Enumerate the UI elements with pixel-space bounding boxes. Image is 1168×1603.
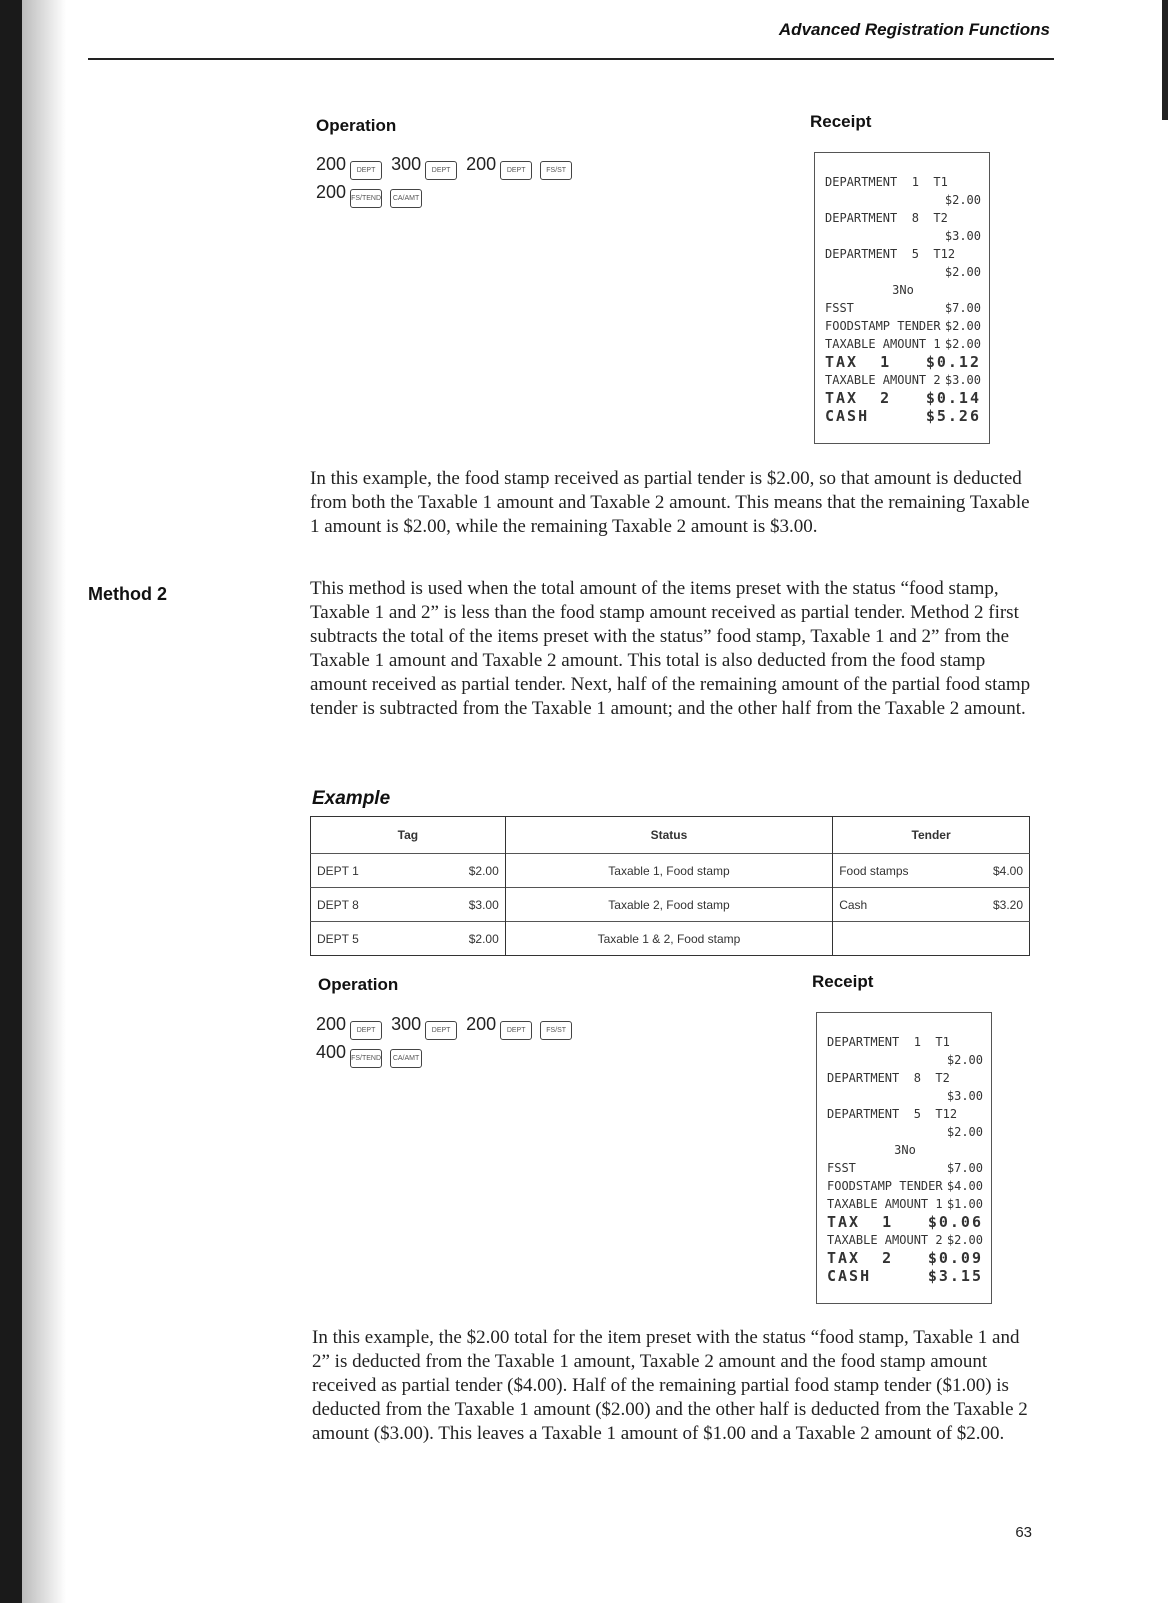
dept-cell: DEPT 8 bbox=[311, 888, 406, 922]
column-header-tender: Tender bbox=[911, 828, 951, 842]
header-rule bbox=[88, 58, 1054, 60]
receipt-line bbox=[825, 299, 981, 317]
key-amount: 300 bbox=[391, 154, 422, 174]
scan-right-edge bbox=[1162, 0, 1168, 120]
receipt-line bbox=[825, 335, 981, 353]
dept-key-icon: DEPT bbox=[425, 1021, 457, 1040]
receipt-heading-1: Receipt bbox=[810, 112, 872, 131]
page-number: 63 bbox=[1015, 1524, 1032, 1541]
table-row bbox=[311, 854, 1030, 888]
receipt-line bbox=[827, 1213, 983, 1231]
dept-cell: DEPT 5 bbox=[311, 922, 406, 956]
key-amount: 400 bbox=[316, 1042, 347, 1062]
operation-line-2 bbox=[316, 1040, 576, 1068]
operation-line-1 bbox=[316, 152, 576, 180]
operation-line-2 bbox=[316, 180, 576, 208]
receipt-line-label: TAXABLE AMOUNT 2 bbox=[825, 373, 941, 387]
receipt-line-amount: $2.00 bbox=[944, 265, 981, 279]
running-title: Advanced Registration Functions bbox=[778, 20, 1050, 39]
receipt-line-label: TAX 1 bbox=[827, 1213, 894, 1231]
receipt-line-label: TAX 1 bbox=[825, 353, 892, 371]
receipt-line-amount: $0.09 bbox=[927, 1249, 983, 1267]
receipt-line bbox=[827, 1087, 983, 1105]
operation-heading-1: Operation bbox=[316, 116, 397, 135]
receipt-line-label: DEPARTMENT 8 T2 bbox=[825, 211, 948, 225]
receipt-line-label: FSST bbox=[827, 1161, 856, 1175]
receipt-line-amount: $4.00 bbox=[946, 1179, 983, 1193]
receipt-line bbox=[825, 173, 981, 191]
amount-cell: $3.00 bbox=[405, 888, 505, 922]
receipt-line bbox=[825, 353, 981, 371]
example-table bbox=[310, 816, 1030, 956]
dept-key-icon: DEPT bbox=[425, 161, 457, 180]
key-amount: 200 bbox=[466, 1014, 497, 1034]
receipt-line bbox=[827, 1033, 983, 1051]
scan-binding-edge bbox=[0, 0, 22, 1603]
tender-cell bbox=[833, 922, 963, 956]
receipt-line-label: FSST bbox=[825, 301, 854, 315]
dept-key-icon: DEPT bbox=[350, 1021, 382, 1040]
operation-keys-1 bbox=[316, 152, 576, 208]
dept-key-icon: DEPT bbox=[500, 161, 532, 180]
receipt-line-label: TAX 2 bbox=[827, 1249, 894, 1267]
receipt-line bbox=[825, 227, 981, 245]
receipt-line-amount: $7.00 bbox=[946, 1161, 983, 1175]
receipt-line bbox=[825, 245, 981, 263]
receipt-line-label: TAXABLE AMOUNT 1 bbox=[827, 1197, 943, 1211]
receipt-line bbox=[825, 317, 981, 335]
receipt-line-label: CASH bbox=[825, 407, 870, 425]
receipt-line bbox=[827, 1051, 983, 1069]
status-cell: Taxable 1, Food stamp bbox=[505, 854, 832, 888]
receipt-line bbox=[827, 1123, 983, 1141]
receipt-line-label: FOODSTAMP TENDER bbox=[827, 1179, 943, 1193]
dept-key-icon: DEPT bbox=[350, 161, 382, 180]
status-cell: Taxable 1 & 2, Food stamp bbox=[505, 922, 832, 956]
receipt-line-label: CASH bbox=[827, 1267, 872, 1285]
tender-cell: Cash bbox=[833, 888, 963, 922]
table-header-row bbox=[311, 817, 1030, 854]
receipt-line bbox=[825, 371, 981, 389]
receipt-line-amount: $2.00 bbox=[944, 193, 981, 207]
paragraph-example-1: In this example, the food stamp received as partial tender is $2.00, so that amount is deducted from both the Taxable 1 amount and Taxable 2 amount. This means that the remaining Taxable 1 amount is $2.00, while the remaining Taxable 2 amount is $3.00. bbox=[310, 468, 1030, 537]
method-2-label: Method 2 bbox=[88, 584, 167, 604]
receipt-line-amount: $2.00 bbox=[944, 319, 981, 333]
tender-amount-cell bbox=[963, 922, 1030, 956]
receipt-line-amount: $0.12 bbox=[925, 353, 981, 371]
fs-tend-key-icon: FS/TEND bbox=[350, 1049, 382, 1068]
key-amount: 200 bbox=[466, 154, 497, 174]
receipt-line-label: TAXABLE AMOUNT 1 bbox=[825, 337, 941, 351]
fs-st-key-icon: FS/ST bbox=[540, 1021, 572, 1040]
dept-cell: DEPT 1 bbox=[311, 854, 406, 888]
receipt-line-amount: $2.00 bbox=[946, 1233, 983, 1247]
status-cell: Taxable 2, Food stamp bbox=[505, 888, 832, 922]
receipt-line-label: DEPARTMENT 5 T12 bbox=[825, 247, 956, 261]
receipt-line bbox=[827, 1231, 983, 1249]
receipt-line-amount: $2.00 bbox=[946, 1125, 983, 1139]
receipt-line bbox=[825, 389, 981, 407]
column-header-tag: Tag bbox=[311, 817, 506, 854]
table-row bbox=[311, 888, 1030, 922]
tender-amount-cell: $3.20 bbox=[963, 888, 1030, 922]
receipt-line bbox=[825, 263, 981, 281]
receipt-line bbox=[825, 209, 981, 227]
example-heading: Example bbox=[312, 788, 391, 809]
receipt-line bbox=[827, 1069, 983, 1087]
operation-keys-2 bbox=[316, 1012, 576, 1068]
receipt-line bbox=[827, 1195, 983, 1213]
receipt-line-label: DEPARTMENT 1 T1 bbox=[825, 175, 948, 189]
receipt-line-amount: $3.00 bbox=[944, 229, 981, 243]
receipt-line bbox=[825, 281, 981, 299]
receipt-line-label: TAX 2 bbox=[825, 389, 892, 407]
receipt-line bbox=[827, 1267, 983, 1285]
tender-cell: Food stamps bbox=[833, 854, 963, 888]
paragraph-method-2: This method is used when the total amount of the items preset with the status “food stamp, Taxable 1 and 2” is less than the food stamp amount received as partial tender. Method 2 first subtracts the total of the items preset with the status” food stamp, Taxable 1 and 2” from the Taxable 1 amount and Taxable 2 amount. This total is also deducted from the food stamp amount received as partial tender. Next, half of the remaining amount of the partial food stamp tender is subtracted from the Taxable 1 amount; and the other half from the Taxable 2 amount. bbox=[310, 578, 1031, 719]
receipt-heading-2: Receipt bbox=[812, 972, 874, 991]
receipt-line-label: 3No bbox=[892, 283, 914, 297]
operation-heading-2: Operation bbox=[318, 975, 399, 994]
receipt-line bbox=[827, 1141, 983, 1159]
receipt-line-label: DEPARTMENT 1 T1 bbox=[827, 1035, 950, 1049]
receipt-line bbox=[827, 1105, 983, 1123]
fs-tend-key-icon: FS/TEND bbox=[350, 189, 382, 208]
key-amount: 200 bbox=[316, 182, 347, 202]
ca-amt-tend-key-icon: CA/AMT bbox=[390, 1049, 422, 1068]
receipt-line bbox=[825, 407, 981, 425]
receipt-line-amount: $3.00 bbox=[946, 1089, 983, 1103]
column-header-status: Status bbox=[505, 817, 832, 854]
receipt-line-amount: $3.00 bbox=[944, 373, 981, 387]
receipt-line-amount: $2.00 bbox=[944, 337, 981, 351]
receipt-line bbox=[827, 1159, 983, 1177]
receipt-line-amount: $2.00 bbox=[946, 1053, 983, 1067]
receipt-line bbox=[827, 1177, 983, 1195]
amount-cell: $2.00 bbox=[405, 922, 505, 956]
receipt-line-label: FOODSTAMP TENDER bbox=[825, 319, 941, 333]
receipt-line-amount: $0.14 bbox=[925, 389, 981, 407]
receipt-line-label: DEPARTMENT 5 T12 bbox=[827, 1107, 958, 1121]
receipt-line-label: 3No bbox=[894, 1143, 916, 1157]
dept-key-icon: DEPT bbox=[500, 1021, 532, 1040]
receipt-line-label: DEPARTMENT 8 T2 bbox=[827, 1071, 950, 1085]
fs-st-key-icon: FS/ST bbox=[540, 161, 572, 180]
key-amount: 200 bbox=[316, 154, 347, 174]
receipt-line-amount: $5.26 bbox=[925, 407, 981, 425]
receipt-line bbox=[825, 191, 981, 209]
receipt-1 bbox=[814, 152, 990, 444]
receipt-2 bbox=[816, 1012, 992, 1304]
key-amount: 300 bbox=[391, 1014, 422, 1034]
table-row bbox=[311, 922, 1030, 956]
amount-cell: $2.00 bbox=[405, 854, 505, 888]
key-amount: 200 bbox=[316, 1014, 347, 1034]
paragraph-example-2: In this example, the $2.00 total for the item preset with the status “food stamp, Taxable 1 and 2” is deducted from the Taxable 1 amount, Taxable 2 amount and the food stamp amount received as partial tender ($4.00). Half of the remaining partial food stamp tender ($1.00) is deducted from the Taxable 1 amount ($2.00) and the other half is deducted from the Taxable 2 amount ($3.00). This leaves a Taxable 1 amount of $1.00 and a Taxable 2 amount of $2.00. bbox=[312, 1327, 1028, 1444]
operation-line-1 bbox=[316, 1012, 576, 1040]
receipt-line-amount: $1.00 bbox=[946, 1197, 983, 1211]
ca-amt-tend-key-icon: CA/AMT bbox=[390, 189, 422, 208]
receipt-line-amount: $0.06 bbox=[927, 1213, 983, 1231]
receipt-line-amount: $7.00 bbox=[944, 301, 981, 315]
receipt-line bbox=[827, 1249, 983, 1267]
receipt-line-label: TAXABLE AMOUNT 2 bbox=[827, 1233, 943, 1247]
receipt-line-amount: $3.15 bbox=[927, 1267, 983, 1285]
tender-amount-cell: $4.00 bbox=[963, 854, 1030, 888]
